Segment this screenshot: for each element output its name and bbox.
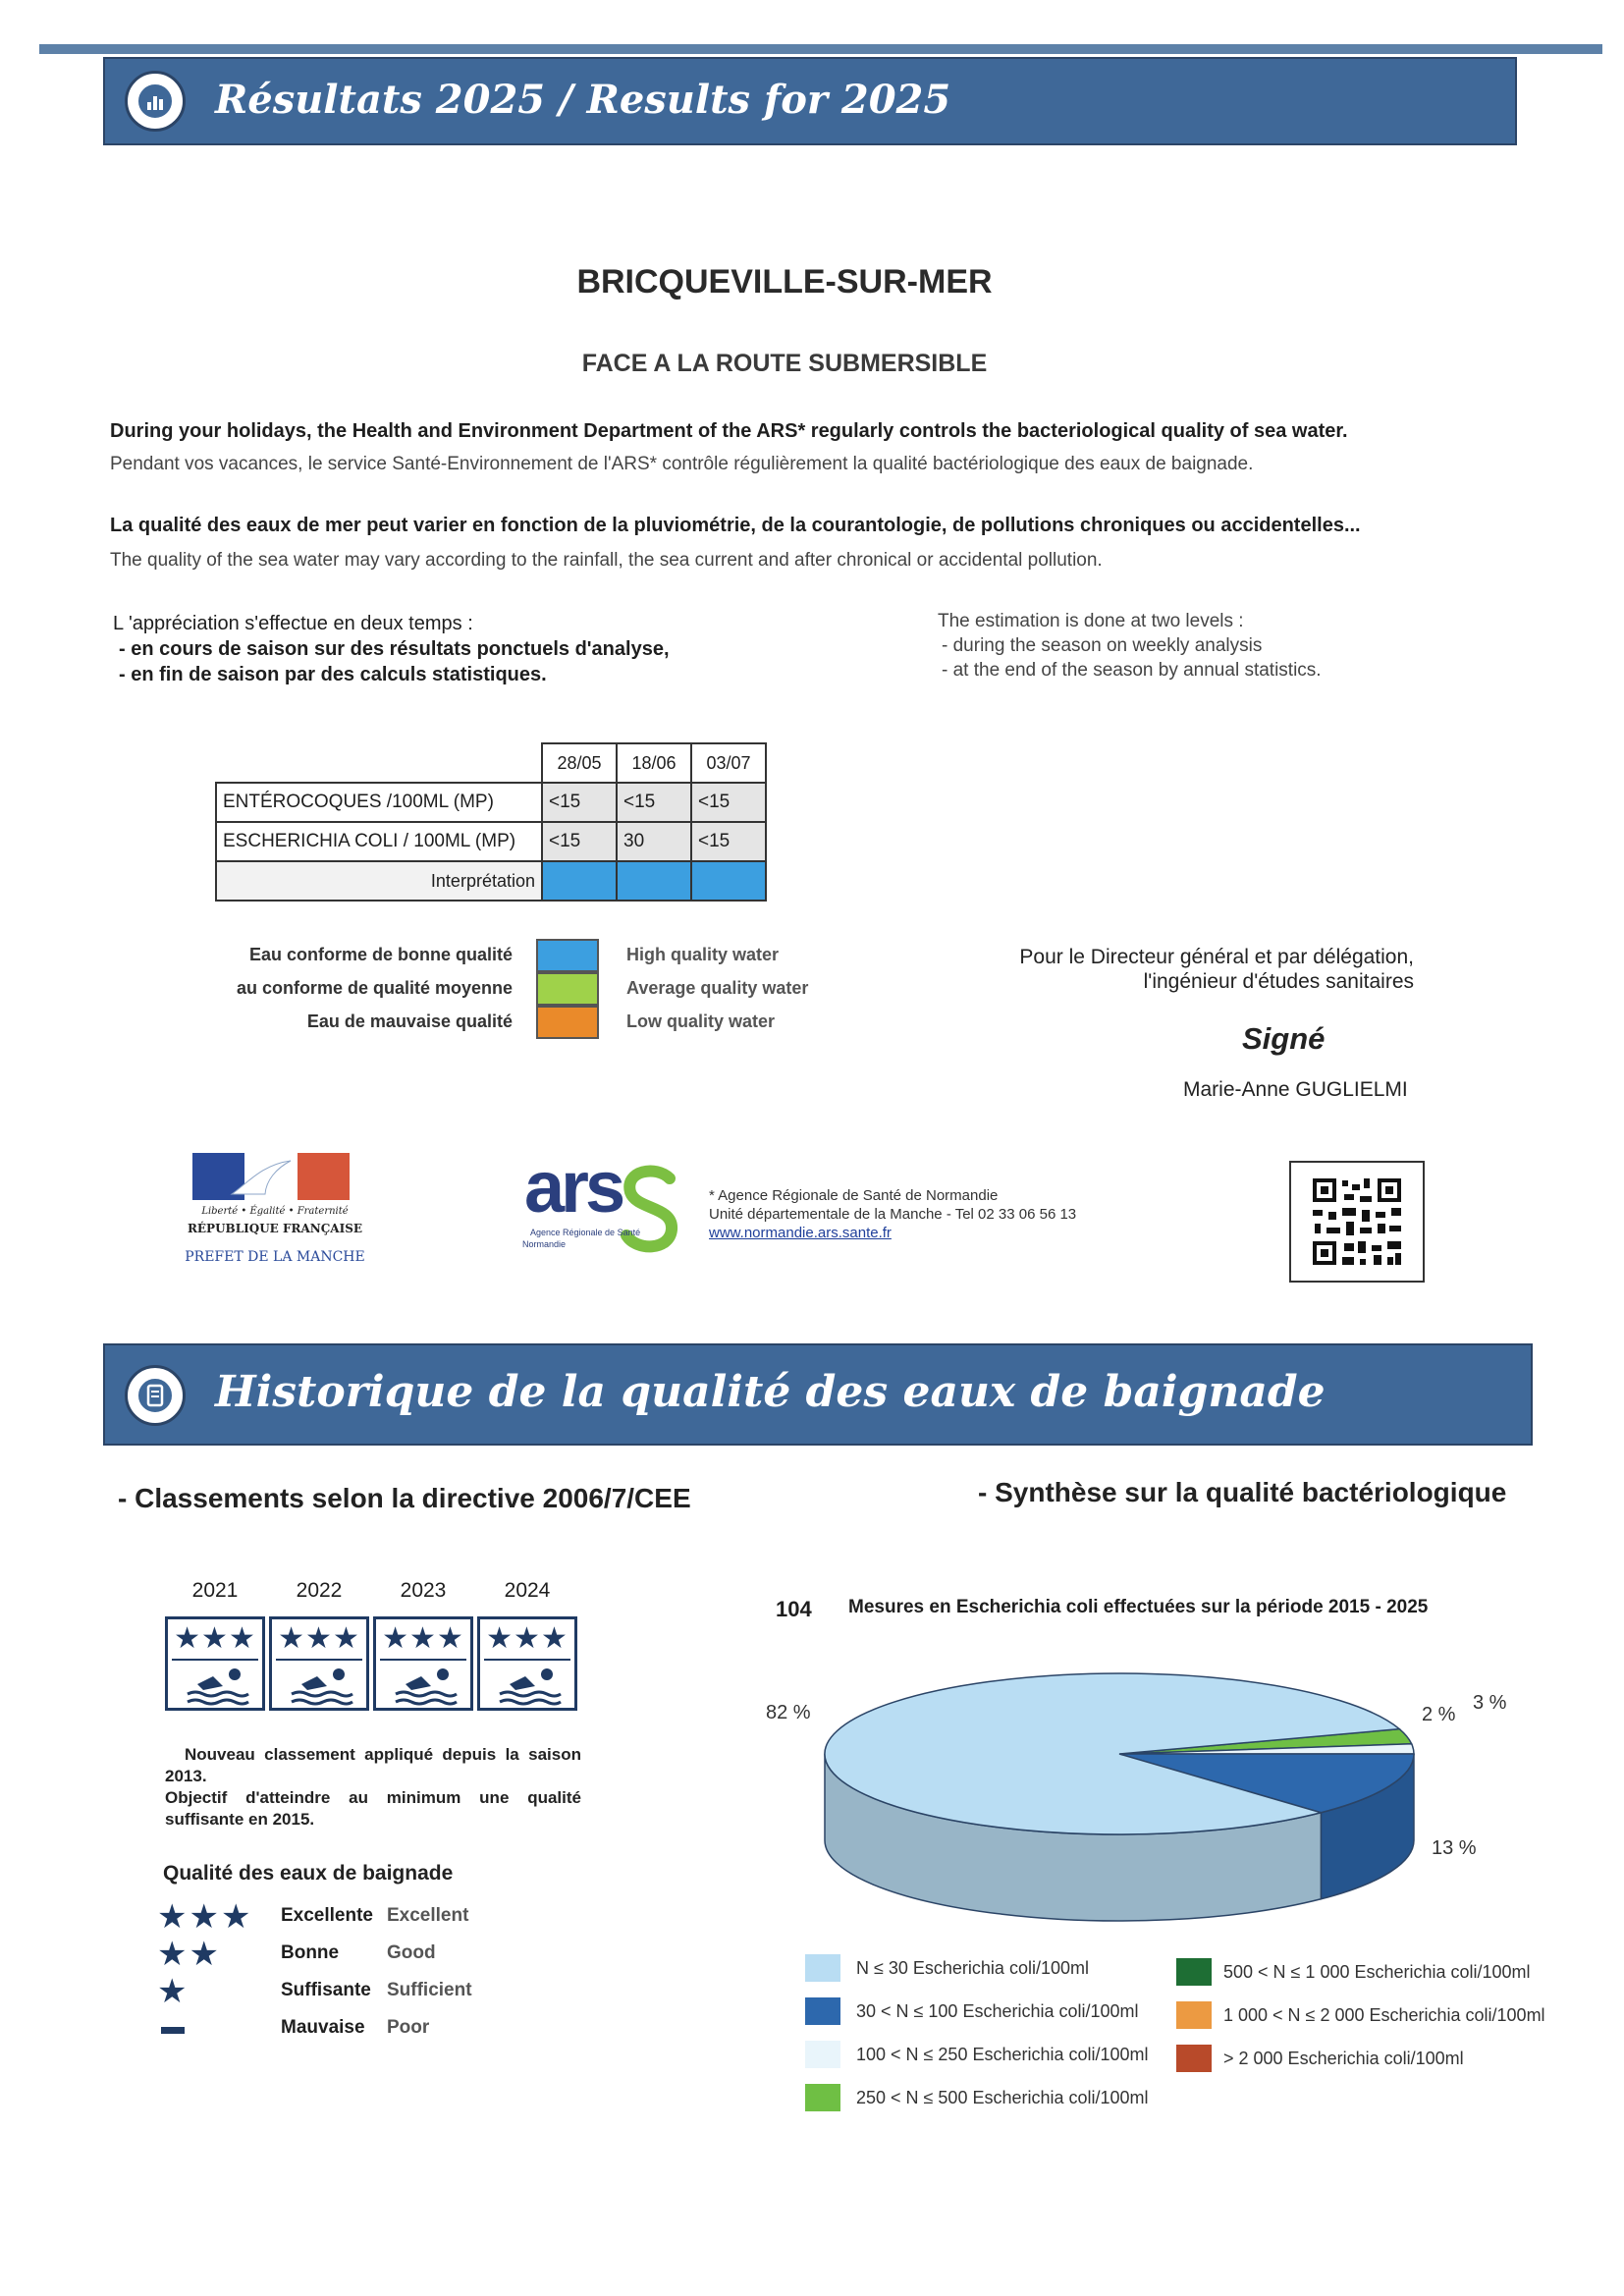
agency-url-link[interactable]: www.normandie.ars.sante.fr: [709, 1225, 892, 1241]
table-row: [216, 783, 766, 822]
legend-swatch-low: [536, 1006, 599, 1039]
legend-swatch: [1176, 2045, 1212, 2072]
classification-note: [165, 1744, 581, 1831]
pie-legend: [805, 1954, 1545, 2131]
stars-3-icon: ★★★: [157, 1898, 253, 1936]
date-header: 03/07: [691, 743, 766, 783]
results-banner-title: Résultats 2025 / Results for 2025: [215, 77, 951, 123]
legend-fr-label: Eau de mauvaise qualité: [306, 1011, 513, 1031]
legend-en-label: Average quality water: [626, 978, 809, 998]
legend-swatch: [805, 2041, 840, 2068]
assessment-en-title: The estimation is done at two levels :: [938, 611, 1244, 631]
legend-label: 100 < N ≤ 250 Escherichia coli/100ml: [856, 2045, 1149, 2064]
republique-label: RÉPUBLIQUE FRANÇAISE: [187, 1222, 363, 1235]
legend-label: > 2 000 Escherichia coli/100ml: [1223, 2049, 1464, 2068]
legend-fr-label: au conforme de qualité moyenne: [236, 978, 513, 998]
star-rating-icon: ★★★: [174, 1622, 256, 1655]
cell-value: 30: [617, 822, 691, 861]
document-icon: [125, 1365, 186, 1426]
interpretation-cell: [542, 861, 617, 901]
qr-code[interactable]: [1289, 1161, 1425, 1283]
beach-title: FACE A LA ROUTE SUBMERSIBLE: [581, 350, 988, 377]
interpretation-row: [216, 861, 766, 901]
legend-fr: Bonne: [281, 1942, 340, 1963]
stars-2-icon: ★★: [157, 1936, 221, 1973]
classification-badge: [477, 1616, 577, 1711]
legend-fr-label: Eau conforme de bonne qualité: [248, 945, 513, 964]
swimmer-icon: [288, 1665, 356, 1708]
signature-line2: l'ingénieur d'études sanitaires: [1143, 970, 1414, 993]
legend-swatch: [805, 1997, 840, 2025]
assessment-fr-item: - en cours de saison sur des résultats ponctuels d'analyse,: [119, 638, 670, 660]
intro-fr-bold: La qualité des eaux de mer peut varier en fonction de la pluviométrie, de la courantologie, de pollutions chroniques ou accidentelles...: [110, 515, 1361, 536]
legend-swatch: [1176, 1958, 1212, 1986]
pie-percent-label: 2 %: [1422, 1704, 1456, 1725]
classification-title: - Classements selon la directive 2006/7/CEE: [118, 1483, 691, 1513]
classification-legend: [157, 1898, 511, 2050]
chart-count: 104: [776, 1597, 812, 1621]
assessment-en-item: - during the season on weekly analysis: [942, 635, 1263, 656]
legend-en: Sufficient: [387, 1980, 472, 2000]
pie-chart: [746, 1660, 1532, 1925]
flag-graphic: [192, 1153, 350, 1200]
legend-label: 250 < N ≤ 500 Escherichia coli/100ml: [856, 2088, 1149, 2107]
swimmer-icon: [496, 1665, 565, 1708]
date-header: 28/05: [542, 743, 617, 783]
classification-note-1: Nouveau classement appliqué depuis la saison 2013.: [165, 1745, 581, 1785]
ars-wordmark: [524, 1145, 622, 1229]
legend-en-label: High quality water: [626, 945, 780, 964]
assessment-en: [938, 609, 1546, 683]
intro-fr: Pendant vos vacances, le service Santé-Environnement de l'ARS* contrôle régulièrement la qualité bactériologique des eaux de baignade.: [110, 454, 1254, 474]
legend-en-label: Low quality water: [626, 1011, 776, 1031]
ars-subtitle: Agence Régionale de Santé: [530, 1228, 641, 1237]
chart-title: Mesures en Escherichia coli effectuées sur la période 2015 - 2025: [848, 1597, 1429, 1617]
interpretation-label: Interprétation: [216, 861, 542, 901]
year-label: 2024: [504, 1579, 551, 1602]
chart-icon: [125, 71, 186, 132]
results-banner: [103, 57, 1517, 145]
legend-label: 1 000 < N ≤ 2 000 Escherichia coli/100ml: [1223, 2005, 1545, 2025]
year-label: 2021: [191, 1579, 239, 1602]
legend-swatch-high: [536, 939, 599, 972]
quality-legend: [196, 939, 844, 1057]
results-table: [215, 742, 767, 902]
intro-en: The quality of the sea water may vary according to the rainfall, the sea current and after chronical or accidental pollution.: [110, 550, 1103, 571]
ars-wordmark-text: ars: [524, 1146, 623, 1228]
ars-s-swoosh: [619, 1165, 681, 1253]
marianne-motto: Liberté • Égalité • Fraternité: [201, 1206, 349, 1217]
intro-en-bold: During your holidays, the Health and Environment Department of the ARS* regularly controls the bacteriological quality of sea water.: [110, 420, 1348, 442]
synthesis-title: - Synthèse sur la qualité bactériologique: [978, 1477, 1507, 1507]
assessment-fr: [113, 611, 741, 687]
legend-title: Qualité des eaux de baignade: [163, 1862, 454, 1885]
legend-label: 500 < N ≤ 1 000 Escherichia coli/100ml: [1223, 1962, 1531, 1982]
cell-value: <15: [542, 822, 617, 861]
star-rating-icon: ★★★: [278, 1622, 360, 1655]
legend-label: 30 < N ≤ 100 Escherichia coli/100ml: [856, 2001, 1139, 2021]
classification-note-2: Objectif d'atteindre au minimum une qualité suffisante en 2015.: [165, 1788, 581, 1829]
legend-en: Good: [387, 1942, 436, 1963]
classification-badge: [269, 1616, 369, 1711]
signatory-name: Marie-Anne GUGLIELMI: [1183, 1078, 1408, 1101]
stars-1-icon: ★: [157, 1973, 188, 2010]
commune-title: BRICQUEVILLE-SUR-MER: [576, 263, 993, 301]
pie-percent-label: 82 %: [766, 1702, 811, 1723]
legend-swatch-average: [536, 972, 599, 1006]
legend-en: Excellent: [387, 1905, 469, 1926]
legend-fr: Mauvaise: [281, 2017, 365, 2038]
date-header: 18/06: [617, 743, 691, 783]
star-rating-icon: ★★★: [486, 1622, 568, 1655]
legend-swatch: [805, 1954, 840, 1982]
agency-info: [709, 1186, 1121, 1242]
cell-value: <15: [691, 783, 766, 822]
assessment-en-item: - at the end of the season by annual statistics.: [942, 660, 1322, 681]
poor-dash-icon: [161, 2027, 185, 2034]
agency-name: * Agence Régionale de Santé de Normandie: [709, 1187, 999, 1204]
interpretation-cell: [691, 861, 766, 901]
row-label: ENTÉROCOQUES /100ML (MP): [216, 783, 542, 822]
prefet-label: PREFET DE LA MANCHE: [185, 1249, 365, 1265]
classification-badge: [373, 1616, 473, 1711]
legend-fr: Excellente: [281, 1905, 373, 1926]
signature-line1: Pour le Directeur général et par délégation,: [1019, 946, 1414, 968]
table-header-row: [216, 743, 766, 783]
assessment-fr-item: - en fin de saison par des calculs statistiques.: [119, 664, 547, 685]
year-label: 2023: [400, 1579, 447, 1602]
legend-swatch: [1176, 2001, 1212, 2029]
history-banner: [103, 1343, 1533, 1446]
marianne-logo: [177, 1151, 373, 1269]
legend-swatch: [805, 2084, 840, 2111]
signed-label: Signé: [1242, 1021, 1326, 1056]
row-label: ESCHERICHIA COLI / 100ML (MP): [216, 822, 542, 861]
swimmer-icon: [392, 1665, 460, 1708]
assessment-fr-title: L 'appréciation s'effectue en deux temps :: [113, 613, 473, 634]
ars-region: Normandie: [522, 1239, 567, 1249]
legend-label: N ≤ 30 Escherichia coli/100ml: [856, 1958, 1089, 1978]
year-label: 2022: [296, 1579, 343, 1602]
swimmer-icon: [184, 1665, 252, 1708]
table-row: [216, 822, 766, 861]
agency-unit: Unité départementale de la Manche - Tel 02 33 06 56 13: [709, 1206, 1077, 1223]
cell-value: <15: [691, 822, 766, 861]
interpretation-cell: [617, 861, 691, 901]
cell-value: <15: [617, 783, 691, 822]
star-rating-icon: ★★★: [382, 1622, 464, 1655]
pie-percent-label: 13 %: [1432, 1837, 1477, 1859]
signature-block: [962, 945, 1414, 994]
ars-logo: [520, 1146, 697, 1267]
pie-percent-label: 3 %: [1473, 1692, 1507, 1714]
cell-value: <15: [542, 783, 617, 822]
legend-fr: Suffisante: [281, 1980, 371, 2000]
history-banner-title: Historique de la qualité des eaux de baignade: [215, 1367, 1326, 1417]
legend-en: Poor: [387, 2017, 430, 2038]
classification-badge: [165, 1616, 265, 1711]
top-rule: [39, 44, 1602, 54]
